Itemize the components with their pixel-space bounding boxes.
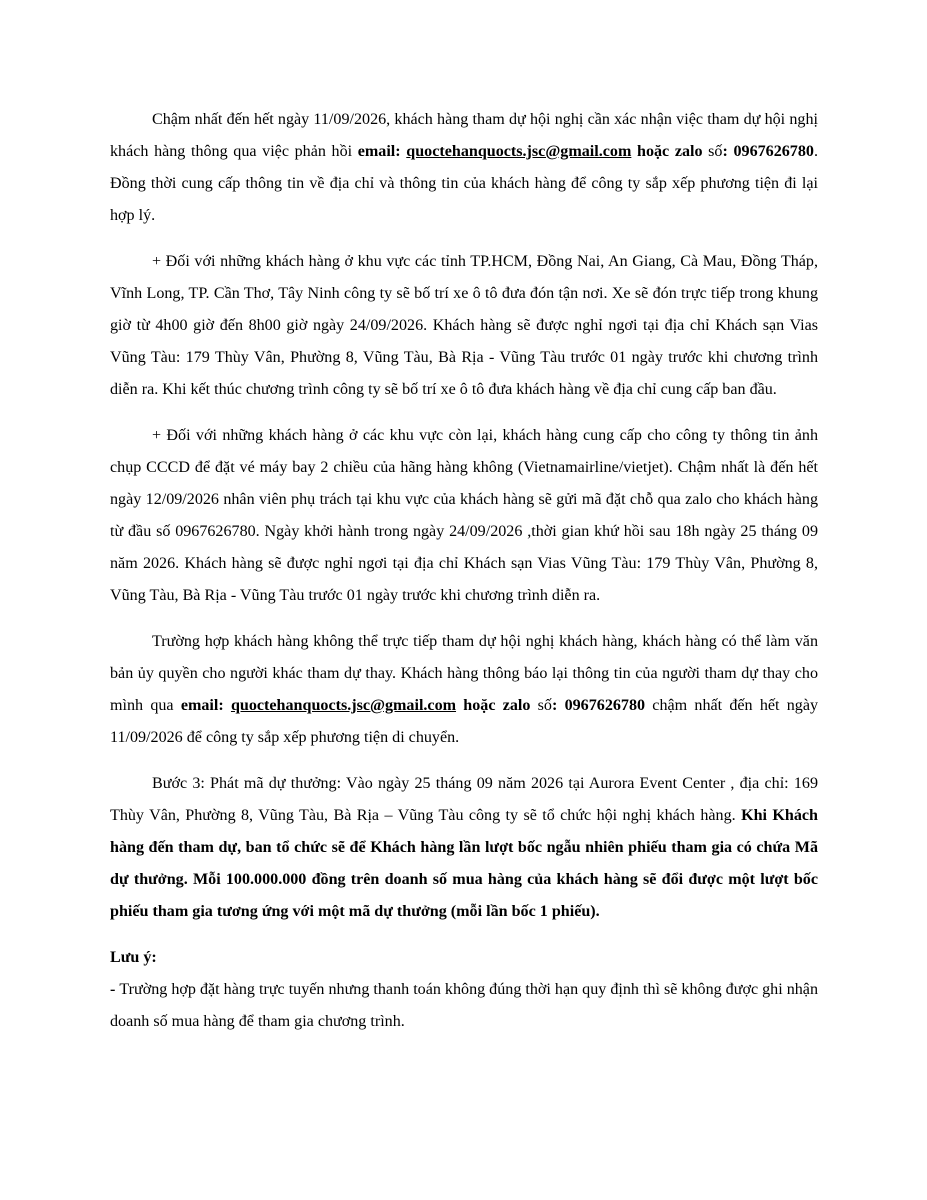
paragraph-text: chậm nhất đến hết ngày 11/09/2026 để công ty sắp xếp phương tiện di chuyển.	[110, 697, 819, 746]
email-label: email:	[357, 143, 407, 160]
note-item-text: Trường hợp đặt hàng trực tuyến nhưng thanh toán không đúng thời hạn quy định thì sẽ không được ghi nhận doanh số mua hàng để tham gia chương trình.	[110, 981, 818, 1030]
paragraph-flight: + Đối với những khách hàng ở các khu vực còn lại, khách hàng cung cấp cho công ty thông tin ảnh chụp CCCD để đặt vé máy bay 2 chiều của hãng hàng không (Vietnamairline/vietjet). Chậm nhất là đến hết ngày 12/09/2026 nhân viên phụ trách tại khu vực của khách hàng sẽ gửi mã đặt chỗ qua zalo cho khách hàng từ đầu số 0967626780. Ngày khởi hành trong ngày 24/09/2026 ,thời gian khứ hồi sau 18h ngày 25 tháng 09 năm 2026. Khách hàng sẽ được nghỉ ngơi tại địa chỉ Khách sạn Vias Vũng Tàu: 179 Thùy Vân, Phường 8, Vũng Tàu, Bà Rịa - Vũng Tàu trước 01 ngày trước khi chương trình diễn ra.	[110, 427, 818, 604]
zalo-label: hoặc zalo	[631, 143, 703, 160]
zalo-label: hoặc zalo	[456, 697, 531, 714]
zalo-phone: : 0967626780	[551, 697, 646, 714]
paragraph-proxy-attendance	[110, 626, 818, 754]
paragraph-step-3	[110, 768, 818, 928]
zalo-phone: : 0967626780	[722, 143, 814, 160]
bold-rule-text: Khi Khách hàng đến tham dự, ban tổ chức sẽ để Khách hàng lần lượt bốc ngẫu nhiên phiếu tham gia có chứa Mã dự thưởng. Mỗi 100.000.000 đồng trên doanh số mua hàng của khách hàng sẽ đổi được một lượt bốc phiếu tham gia tương ứng với một mã dự thưởng (mỗi lần bốc 1 phiếu).	[110, 807, 818, 920]
document-page	[110, 104, 818, 1038]
note-item	[110, 974, 818, 1038]
note-heading: Lưu ý:	[110, 949, 157, 966]
number-label: số	[702, 143, 723, 160]
note-dash: -	[110, 981, 120, 998]
paragraph-car-pickup: + Đối với những khách hàng ở khu vực các tỉnh TP.HCM, Đồng Nai, An Giang, Cà Mau, Đồng Tháp, Vĩnh Long, TP. Cần Thơ, Tây Ninh công ty sẽ bố trí xe ô tô đưa đón tận nơi. Xe sẽ đón trực tiếp trong khung giờ từ 4h00 giờ đến 8h00 giờ ngày 24/09/2026. Khách hàng sẽ được nghỉ ngơi tại địa chỉ Khách sạn Vias Vũng Tàu: 179 Thùy Vân, Phường 8, Vũng Tàu, Bà Rịa - Vũng Tàu trước 01 ngày trước khi chương trình diễn ra. Khi kết thúc chương trình công ty sẽ bố trí xe ô tô đưa khách hàng về địa chỉ cung cấp ban đầu.	[110, 253, 818, 398]
paragraph-text: Chậm nhất đến hết ngày 11/09/2026, khách hàng tham dự hội nghị cần xác nhận việc tham dự hội nghị khách hàng thông qua việc phản hồi	[110, 111, 818, 160]
email-link[interactable]: quoctehanquocts.jsc@gmail.com	[406, 143, 632, 160]
paragraph-text: Trường hợp khách hàng không thể trực tiếp tham dự hội nghị khách hàng, khách hàng có thể làm văn bản ủy quyền cho người khác tham dự thay. Khách hàng thông báo lại thông tin của người tham dự thay cho mình qua	[110, 633, 818, 714]
paragraph-text: Bước 3: Phát mã dự thưởng: Vào ngày 25 tháng 09 năm 2026 tại Aurora Event Center , địa chỉ: 169 Thùy Vân, Phường 8, Vũng Tàu, Bà Rịa – Vũng Tàu công ty sẽ tổ chức hội nghị khách hàng.	[110, 775, 818, 824]
number-label: số	[530, 697, 552, 714]
email-link[interactable]: quoctehanquocts.jsc@gmail.com	[230, 697, 457, 714]
paragraph-text: . Đồng thời cung cấp thông tin về địa chỉ và thông tin của khách hàng để công ty sắp xếp phương tiện đi lại hợp lý.	[110, 143, 818, 224]
paragraph-confirm-attendance	[110, 104, 818, 232]
email-label: email:	[180, 697, 231, 714]
